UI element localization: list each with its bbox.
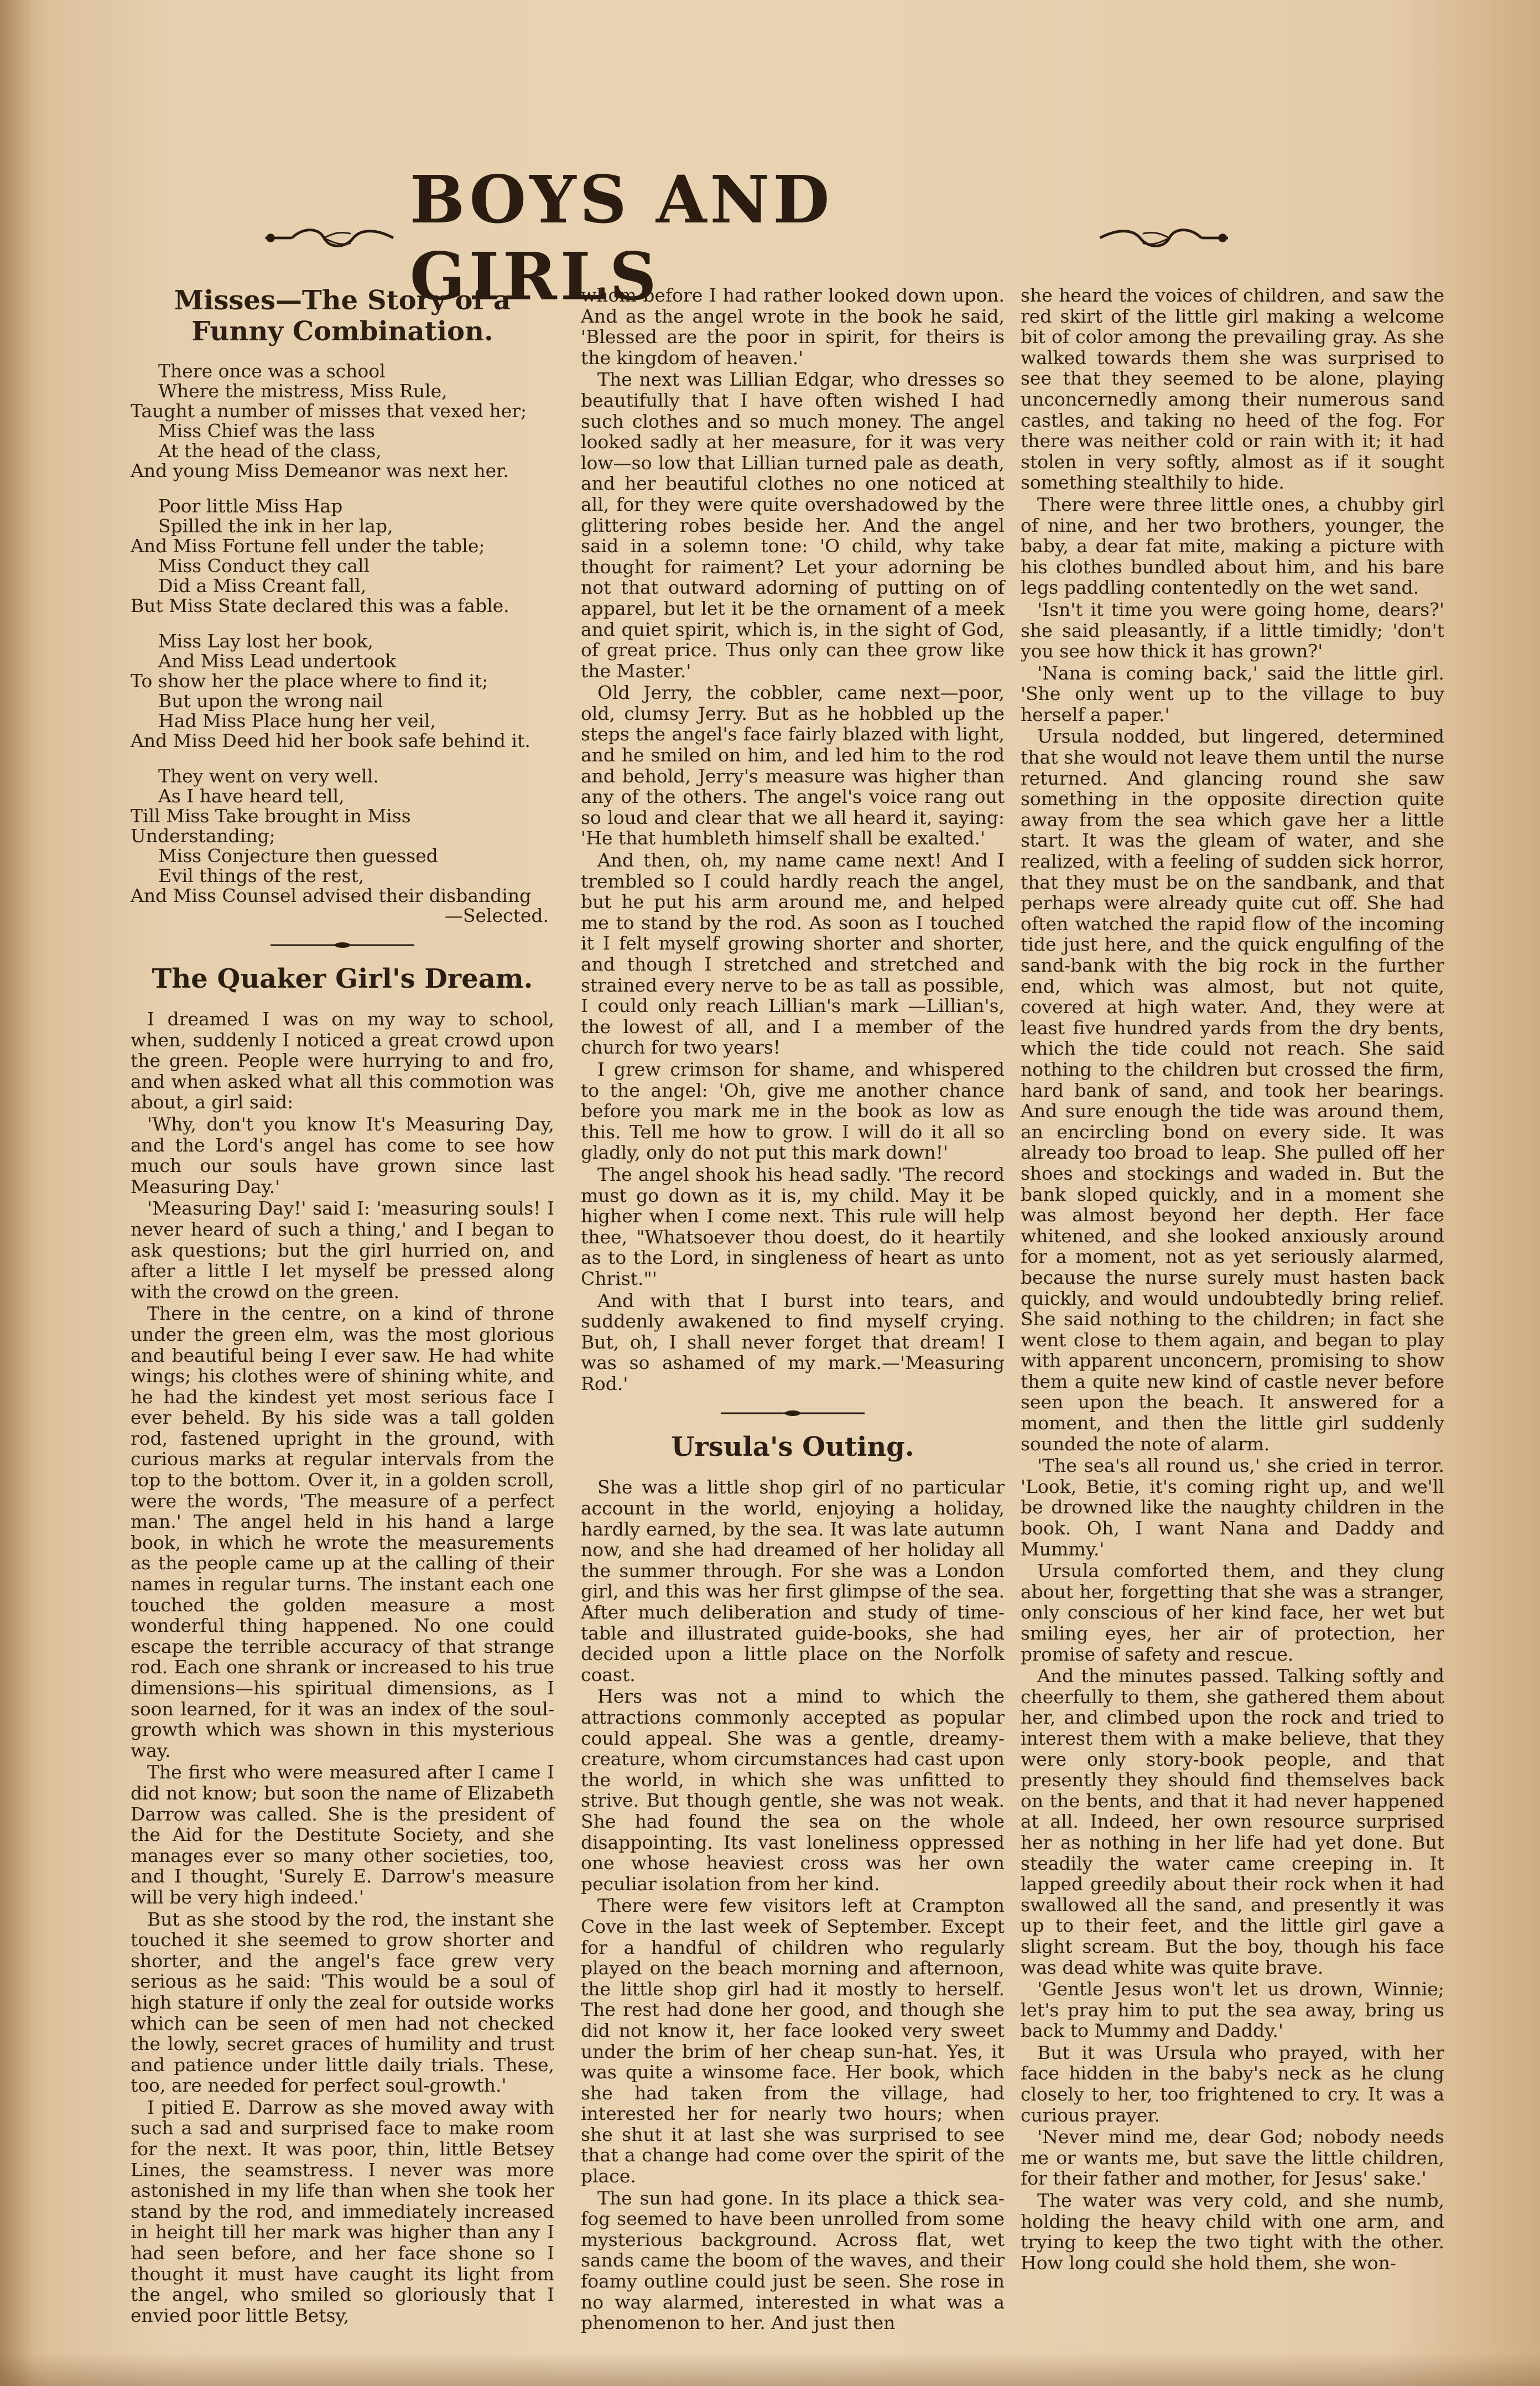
- masthead: [260, 161, 1234, 315]
- article-paragraph: There in the centre, on a kind of throne under the green elm, was the most glorious and beautiful being I ever saw. He had white wings; his clothes were of shining white, and he had the kindest yet most serious face I ever beheld. By his side was a tall golden rod, fastened upright in the ground, with curious marks at regular intervals from the top to the bottom. Over it, in a golden scroll, were the words, 'The measure of a perfect man.' The angel held in his hand a large book, in which he wrote the measurements as the people came up at the calling of their names in regular turns. The instant each one touched the golden measure a most wonderful thing happened. No one could escape the terrible accuracy of that strange rod. Each one shrank or increased to his true dimensions—his spiritual dimensions, as I soon learned, for it was an index of the soul-growth which was shown in this mysterious way.: [131, 1303, 554, 1761]
- poem-line: But upon the wrong nail: [158, 690, 383, 712]
- poem-line: Miss Conduct they call: [158, 555, 370, 577]
- quaker-headline: The Quaker Girl's Dream.: [152, 963, 533, 994]
- article-paragraph: Ursula comforted them, and they clung about her, forgetting that she was a stranger, only conscious of her kind face, her wet but smiling eyes, her air of protection, her promise of safety and rescue.: [1021, 1560, 1444, 1665]
- poem-line: Miss Lay lost her book,: [158, 630, 373, 652]
- misses-headline: Misses—The Story of a Funny Combination.: [174, 285, 511, 347]
- article-paragraph: I pitied E. Darrow as she moved away with such a sad and surprised face to make room for the next. It was poor, thin, little Betsey Lines, the seamstress. I never was more astonished in my life than when she took her stand by the rod, and immediately increased in height till her mark was higher than any I had seen before, and her face shone so I thought it must have caught its light from the angel, who smiled so gloriously that I envied poor little Betsy,: [131, 2096, 554, 2326]
- poem-line: But Miss State declared this was a fable.: [131, 595, 509, 616]
- ursula-headline: Ursula's Outing.: [671, 1431, 914, 1463]
- column-1: [131, 285, 554, 2326]
- poem-line: Evil things of the rest,: [158, 865, 365, 886]
- article-paragraph: But as she stood by the rod, the instant she touched it she seemed to grow shorter and shorter, and the angel's face grew very serious as he said: 'This would be a soul of high stature if only the zeal for outside works which can be seen of men had not checked the lowly, secret graces of humility and trust and patience under little daily trials. These, too, are needed for perfect soul-growth.': [131, 1908, 554, 2097]
- poem-stanza: [131, 361, 554, 481]
- poem-line: As I have heard tell,: [158, 785, 345, 807]
- article-paragraph: 'The sea's all round us,' she cried in terror. 'Look, Betie, it's coming right up, and we'll be drowned like the naughty children in the book. Oh, I want Nana and Daddy and Mummy.': [1021, 1455, 1444, 1560]
- article-paragraph: 'Isn't it time you were going home, dears?' she said pleasantly, if a little timidly; 'don't you see how thick it has grown?': [1021, 598, 1444, 662]
- page-bottom-edge: [0, 2353, 1540, 2386]
- poem-line: Did a Miss Creant fall,: [158, 575, 367, 596]
- poem-line: Miss Chief was the lass: [158, 420, 375, 442]
- article-paragraph: But it was Ursula who prayed, with her face hidden in the baby's neck as he clung closely to her, too frightened to cry. It was a curious prayer.: [1021, 2041, 1444, 2126]
- poem-line: To show her the place where to find it;: [131, 670, 488, 692]
- poem-line: And Miss Counsel advised their disbanding: [131, 885, 532, 906]
- poem-line: Spilled the ink in her lap,: [158, 515, 393, 537]
- poem-line: At the head of the class,: [158, 440, 382, 461]
- article-paragraph: 'Never mind me, dear God; nobody needs me or wants me, but save the little children, for their father and mother, for Jesus' sake.': [1021, 2126, 1444, 2190]
- section-rule-icon: [270, 941, 414, 949]
- article-paragraph: I grew crimson for shame, and whispered to the angel: 'Oh, give me another chance before you mark me in the book as low as this. Tell me how to grow. I will do it all so gladly, only do not put this mark down!': [581, 1058, 1005, 1164]
- article-paragraph: The sun had gone. In its place a thick sea-fog seemed to have been unrolled from some mysterious background. Across flat, wet sands came the boom of the waves, and their foamy outline could just be seen. She rose in no way alarmed, interested in what was a phenomenon to her. And just then: [581, 2187, 1005, 2334]
- article-paragraph: 'Gentle Jesus won't let us drown, Winnie; let's pray him to put the sea away, bring us back to Mummy and Daddy.': [1021, 1978, 1444, 2042]
- poem-line: Taught a number of misses that vexed her;: [131, 400, 527, 422]
- poem-stanza: [131, 766, 554, 906]
- article-paragraph: I dreamed I was on my way to school, when, suddenly I noticed a great crowd upon the green. People were hurrying to and fro, and when asked what all this commotion was about, a girl said:: [131, 1008, 554, 1113]
- article-paragraph: And the minutes passed. Talking softly and cheerfully to them, she gathered them about her, and climbed upon the rock and tried to interest them with a make believe, that they were only story-book people, and that presently they should find themselves back on the bents, and that it had never happened at all. Indeed, her own resource surprised her as nothing in her life had yet done. But steadily the water came creeping in. It lapped greedily about their rock when it had swallowed all the sand, and presently it was up to their feet, and the little girl gave a slight scream. But the boy, though his face was dead white was quite brave.: [1021, 1665, 1444, 1978]
- article-paragraph: whom before I had rather looked down upon. And as the angel wrote in the book he said, 'Blessed are the poor in spirit, for theirs is the kingdom of heaven.': [581, 284, 1005, 369]
- article-paragraph: The first who were measured after I came I did not know; but soon the name of Elizabeth Darrow was called. She is the president of the Aid for the Destitute Society, and she manages ever so many other societies, too, and I thought, 'Surely E. Darrow's measure will be very high indeed.': [131, 1761, 554, 1908]
- masthead-title: BOYS AND GIRLS: [409, 161, 833, 315]
- poem-line: Miss Conjecture then guessed: [158, 845, 438, 867]
- poem-line: And Miss Lead undertook: [158, 650, 397, 672]
- article-paragraph: Ursula nodded, but lingered, determined that she would not leave them until the nurse returned. And glancing round she saw something in the opposite direction quite away from the sea which gave her a little start. It was the gleam of water, and she realized, with a feeling of sudden sick horror, that they must be on the sandbank, and that perhaps were already quite cut off. She had often watched the rapid flow of the incoming tide just here, and the quick engulfing of the sand-bank with the big rock in the further end, which was almost, but not quite, covered at high water. And, they were at least five hundred yards from the dry bents, which the tide could not reach. She said nothing to the children but crossed the firm, hard bank of sand, and took her bearings. And sure enough the tide was around them, an encircling bond on every side. It was already too broad to leap. She pulled off her shoes and stockings and waded in. But the bank sloped quickly, and in a moment she was almost beyond her depth. Her face whitened, and she looked anxiously around for a moment, not as yet seriously alarmed, because the nurse surely must hasten back quickly, and would undoubtedly bring relief. She said nothing to the children; in fact she went close to them again, and began to play with apparent unconcern, promising to show them a quite new kind of castle never before seen upon the beach. It answered for a moment, and then the little girl suddenly sounded the note of alarm.: [1021, 725, 1444, 1455]
- poem-line: And Miss Fortune fell under the table;: [131, 535, 485, 557]
- article-paragraph: The angel shook his head sadly. 'The record must go down as it is, my child. May it be higher when I come next. This rule will help thee, "Whatsoever thou doest, do it heartily as to the Lord, in singleness of heart as unto Christ."': [581, 1163, 1005, 1289]
- article-paragraph: The water was very cold, and she numb, holding the heavy child with one arm, and trying to keep the two tight with the other. How long could she hold them, she won-: [1021, 2190, 1444, 2274]
- poem-line: And Miss Deed hid her book safe behind it.: [131, 730, 530, 751]
- article-paragraph: 'Measuring Day!' said I: 'measuring souls! I never heard of such a thing,' and I began to ask questions; but the girl hurried on, and after a little I let myself be pressed along with the crowd on the green.: [131, 1197, 554, 1303]
- poem-line: Till Miss Take brought in Miss Understanding;: [131, 805, 411, 847]
- article-paragraph: There were few visitors left at Crampton Cove in the last week of September. Except for a handful of children who regularly played on the beach morning and afternoon, the little shop girl had it mostly to herself. The rest had done her good, and though she did not know it, her face looked very sweet under the brim of her cheap sun-hat. Yes, it was quite a winsome face. Her book, which she had taken from the village, had interested her for nearly two hours; when she shut it at last she was surprised to see that a change had come over the spirit of the place.: [581, 1895, 1005, 2187]
- poem-line: Where the mistress, Miss Rule,: [158, 380, 448, 402]
- poem-stanza: [131, 631, 554, 751]
- article-paragraph: The next was Lillian Edgar, who dresses so beautifully that I have often wished I had such clothes and so much money. The angel looked sadly at her measure, for it was very low—so low that Lillian turned pale as death, and her beautiful clothes no one noticed at all, for they were quite overshadowed by the glittering robes beside her. And the angel said in a solemn tone: 'O child, why take thought for raiment? Let your adorning be not that outward adorning of putting on of apparel, but let it be the ornament of a meek and quiet spirit, which is, in the sight of God, of great price. Thus only can thee grow like the Master.': [581, 369, 1005, 682]
- article-paragraph: Hers was not a mind to which the attractions commonly accepted as popular could appeal. She was a gentle, dreamy-creature, whom circumstances had cast upon the world, in which she was unfitted to strive. But though gentle, she was not weak. She had found the sea on the whole disappointing. Its vast loneliness oppressed one whose heaviest cross was her own peculiar isolation from her kind.: [581, 1685, 1005, 1895]
- article-paragraph: she heard the voices of children, and saw the red skirt of the little girl making a welcome bit of color among the prevailing gray. As she walked towards them she was surprised to see that they seemed to be alone, playing unconcernedly among their numerous sand castles, and taking no heed of the fog. For there was neither cold or rain with it; it had stolen in very softly, almost as if it sought something stealthily to hide.: [1021, 284, 1444, 494]
- article-paragraph: And with that I burst into tears, and suddenly awakened to find myself crying. But, oh, I shall never forget that dream! I was so ashamed of my mark.—'Measuring Rod.': [581, 1289, 1005, 1394]
- page-fold-shadow: [0, 0, 33, 2386]
- article-paragraph: She was a little shop girl of no particular account in the world, enjoying a holiday, hardly earned, by the sea. It was late autumn now, and she had dreamed of her holiday all the summer through. For she was a London girl, and this was her first glimpse of the sea. After much deliberation and study of time-table and illustrated guide-books, she had decided upon a little place on the Norfolk coast.: [581, 1476, 1005, 1685]
- article-paragraph: There were three little ones, a chubby girl of nine, and her two brothers, younger, the baby, a dear fat mite, making a picture with his clothes bundled about him, and his bare legs paddling contentedly on the wet sand.: [1021, 493, 1444, 599]
- poem-line: Had Miss Place hung her veil,: [158, 710, 436, 732]
- article-paragraph: 'Nana is coming back,' said the little girl. 'She only went up to the village to buy herself a paper.': [1021, 662, 1444, 725]
- poem-line: And young Miss Demeanor was next her.: [131, 460, 509, 481]
- left-scroll-ornament-icon: [260, 221, 399, 255]
- poem-stanza: [131, 496, 554, 616]
- poem-line: They went on very well.: [158, 765, 379, 787]
- article-paragraph: Old Jerry, the cobbler, came next—poor, old, clumsy Jerry. But as he hobbled up the steps the angel's face fairly blazed with light, and he smiled on him, and led him to the rod and behold, Jerry's measure was higher than any of the others. The angel's voice rang out so loud and clear that we all heard it, saying: 'He that humbleth himself shall be exalted.': [581, 682, 1005, 849]
- misses-credit: —Selected.: [444, 905, 549, 926]
- right-scroll-ornament-icon: [1095, 221, 1234, 255]
- poem-line: Poor little Miss Hap: [158, 495, 343, 517]
- section-rule-icon: [721, 1409, 865, 1417]
- article-paragraph: And then, oh, my name came next! And I trembled so I could hardly reach the angel, but he put his arm around me, and helped me to stand by the rod. As soon as I touched it I felt myself growing shorter and shorter, and though I stretched and stretched and strained every nerve to be as tall as possible, I could only reach Lillian's mark —Lillian's, the lowest of all, and I a member of the church for two years!: [581, 849, 1005, 1059]
- column-3: [1021, 285, 1444, 2273]
- misses-poem: [131, 361, 554, 926]
- article-paragraph: 'Why, don't you know It's Measuring Day, and the Lord's angel has come to see how much our souls have grown since last Measuring Day.': [131, 1113, 554, 1197]
- column-2: [581, 285, 1005, 2333]
- poem-line: There once was a school: [158, 360, 386, 382]
